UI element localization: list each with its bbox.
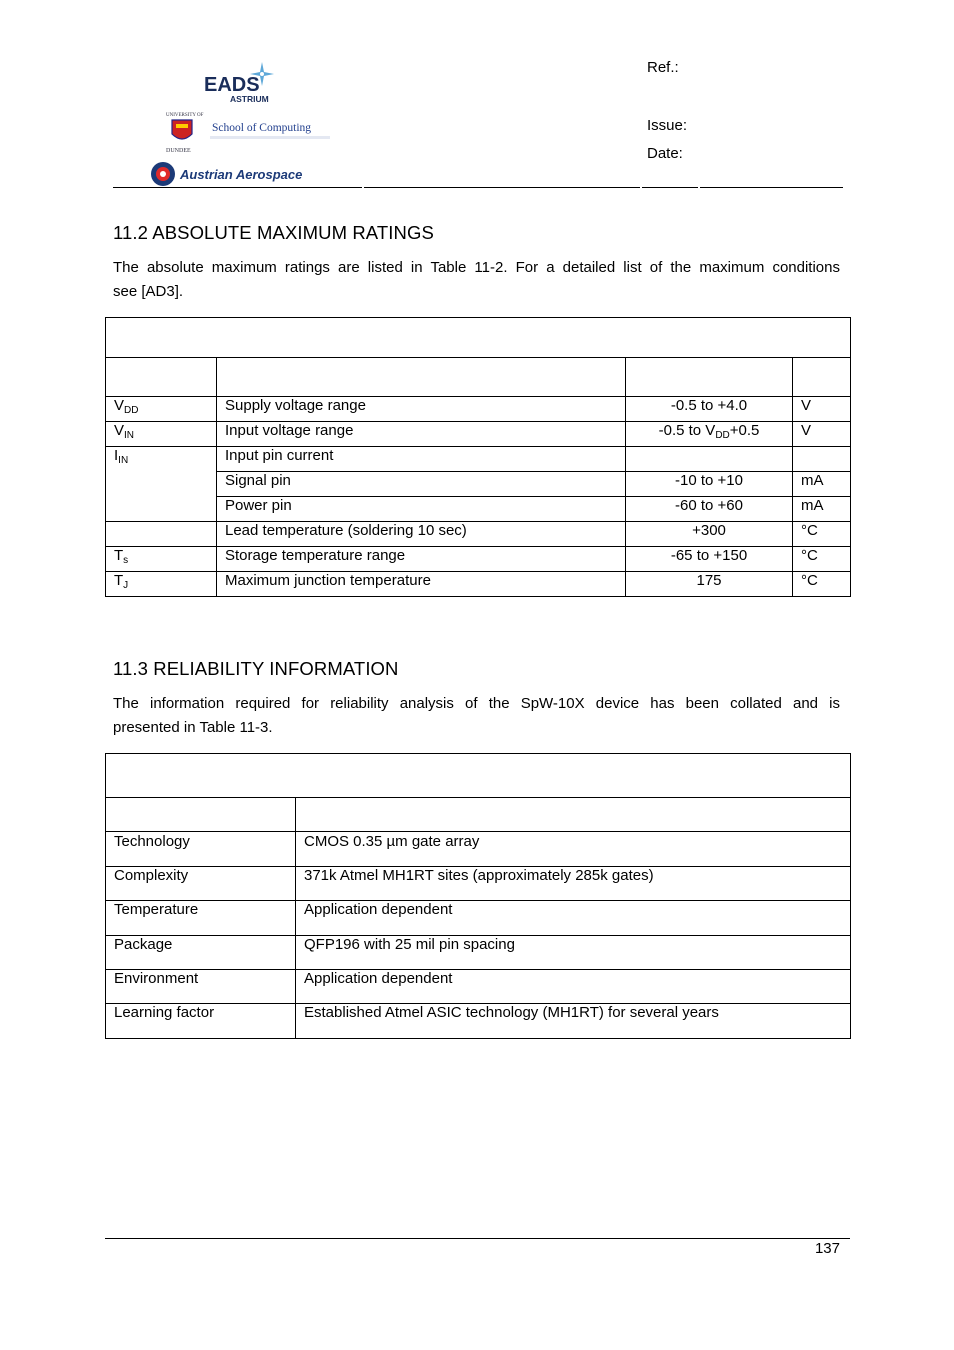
- header-rule-3: [642, 187, 698, 188]
- ref-label: Ref.:: [647, 59, 679, 76]
- header-rule-2: [364, 187, 640, 188]
- paragraph-line: The absolute maximum ratings are listed in Table 11-2. For a detailed list of the maximum conditions: [113, 259, 840, 276]
- paragraph-line: The information required for reliability analysis of the SpW-10X device has been collated and is: [113, 695, 840, 712]
- value-cell: Application dependent: [296, 970, 851, 1004]
- symbol-cell: $T_s$: [106, 547, 217, 572]
- header-rule-4: [700, 187, 843, 188]
- table-row: [106, 547, 851, 572]
- footer-rule: [105, 1238, 850, 1239]
- parameter-cell: Lead temperature (soldering 10 sec): [217, 522, 626, 547]
- table-row: [106, 832, 851, 867]
- table-header-row: [106, 798, 851, 832]
- value-cell: 371k Atmel MH1RT sites (approximately 285k gates): [296, 867, 851, 901]
- paragraph-line: see [AD3].: [113, 283, 184, 300]
- table-row: [106, 522, 851, 547]
- header-rule-1: [113, 187, 362, 188]
- value-cell: Application dependent: [296, 901, 851, 936]
- paragraph-line: presented in Table 11-3.: [113, 719, 273, 736]
- table-row: [106, 497, 851, 522]
- table-caption-row: [106, 754, 851, 798]
- table-row: [106, 970, 851, 1004]
- property-cell: Temperature: [106, 901, 296, 936]
- value-cell: -0.5 to $V_{DD}+0.5$: [626, 422, 793, 447]
- austrian-aerospace-logo: [150, 160, 340, 188]
- date-label: Date:: [647, 145, 683, 162]
- value-cell: 175: [626, 572, 793, 597]
- table-caption-row: [106, 318, 851, 358]
- value-cell: [626, 447, 793, 472]
- dundee-school-of-computing-logo: [148, 108, 338, 156]
- parameter-cell: Input voltage range: [217, 422, 626, 447]
- symbol-cell: $V_{DD}$: [106, 397, 217, 422]
- unit-cell: V: [793, 422, 851, 447]
- eads-logo-text: EADS: [204, 74, 260, 96]
- parameter-cell: Input pin current: [217, 447, 626, 472]
- symbol-cell: $I_{IN}$: [106, 447, 217, 522]
- unit-cell: °C: [793, 522, 851, 547]
- austrian-aerospace-text: Austrian Aerospace: [180, 167, 303, 182]
- table-row: [106, 447, 851, 472]
- table-row: [106, 422, 851, 447]
- unit-cell: °C: [793, 572, 851, 597]
- symbol-cell: $T_J$: [106, 572, 217, 597]
- school-of-computing-text: School of Computing: [212, 122, 312, 134]
- section-11-3-paragraph: [113, 692, 840, 740]
- section-11-2-paragraph: [113, 256, 840, 304]
- value-cell: -60 to +60: [626, 497, 793, 522]
- unit-cell: mA: [793, 497, 851, 522]
- value-cell: Established Atmel ASIC technology (MH1RT) for several years: [296, 1004, 851, 1039]
- parameter-cell: Signal pin: [217, 472, 626, 497]
- value-cell: -10 to +10: [626, 472, 793, 497]
- value-cell: QFP196 with 25 mil pin spacing: [296, 936, 851, 970]
- table-row: [106, 867, 851, 901]
- property-cell: Environment: [106, 970, 296, 1004]
- property-cell: Technology: [106, 832, 296, 867]
- parameter-cell: Maximum junction temperature: [217, 572, 626, 597]
- table-row: [106, 901, 851, 936]
- property-cell: Learning factor: [106, 1004, 296, 1039]
- value-cell: CMOS 0.35 µm gate array: [296, 832, 851, 867]
- parameter-cell: Storage temperature range: [217, 547, 626, 572]
- page-number: 137: [814, 1240, 840, 1257]
- symbol-cell: [106, 522, 217, 547]
- dundee-text: DUNDEE: [166, 148, 191, 154]
- eads-astrium-logo: [200, 56, 290, 106]
- astrium-logo-text: ASTRIUM: [230, 94, 269, 104]
- property-cell: Complexity: [106, 867, 296, 901]
- unit-cell: mA: [793, 472, 851, 497]
- reliability-information-table: [105, 753, 851, 1039]
- value-cell: +300: [626, 522, 793, 547]
- symbol-cell: $V_{IN}$: [106, 422, 217, 447]
- table-row: [106, 472, 851, 497]
- section-11-2-heading: 11.2 ABSOLUTE MAXIMUM RATINGS: [113, 222, 434, 243]
- section-11-3-heading: 11.3 RELIABILITY INFORMATION: [113, 658, 399, 679]
- parameter-cell: Supply voltage range: [217, 397, 626, 422]
- parameter-cell: Power pin: [217, 497, 626, 522]
- absolute-max-ratings-table: [105, 317, 851, 597]
- issue-label: Issue:: [647, 117, 688, 134]
- property-cell: Package: [106, 936, 296, 970]
- university-of-text: UNIVERSITY OF: [166, 113, 204, 118]
- unit-cell: °C: [793, 547, 851, 572]
- value-cell: -0.5 to +4.0: [626, 397, 793, 422]
- table-row: [106, 1004, 851, 1039]
- table-row: [106, 572, 851, 597]
- table-row: [106, 936, 851, 970]
- unit-cell: [793, 447, 851, 472]
- unit-cell: V: [793, 397, 851, 422]
- table-row: [106, 397, 851, 422]
- value-cell: -65 to +150: [626, 547, 793, 572]
- table-header-row: [106, 358, 851, 397]
